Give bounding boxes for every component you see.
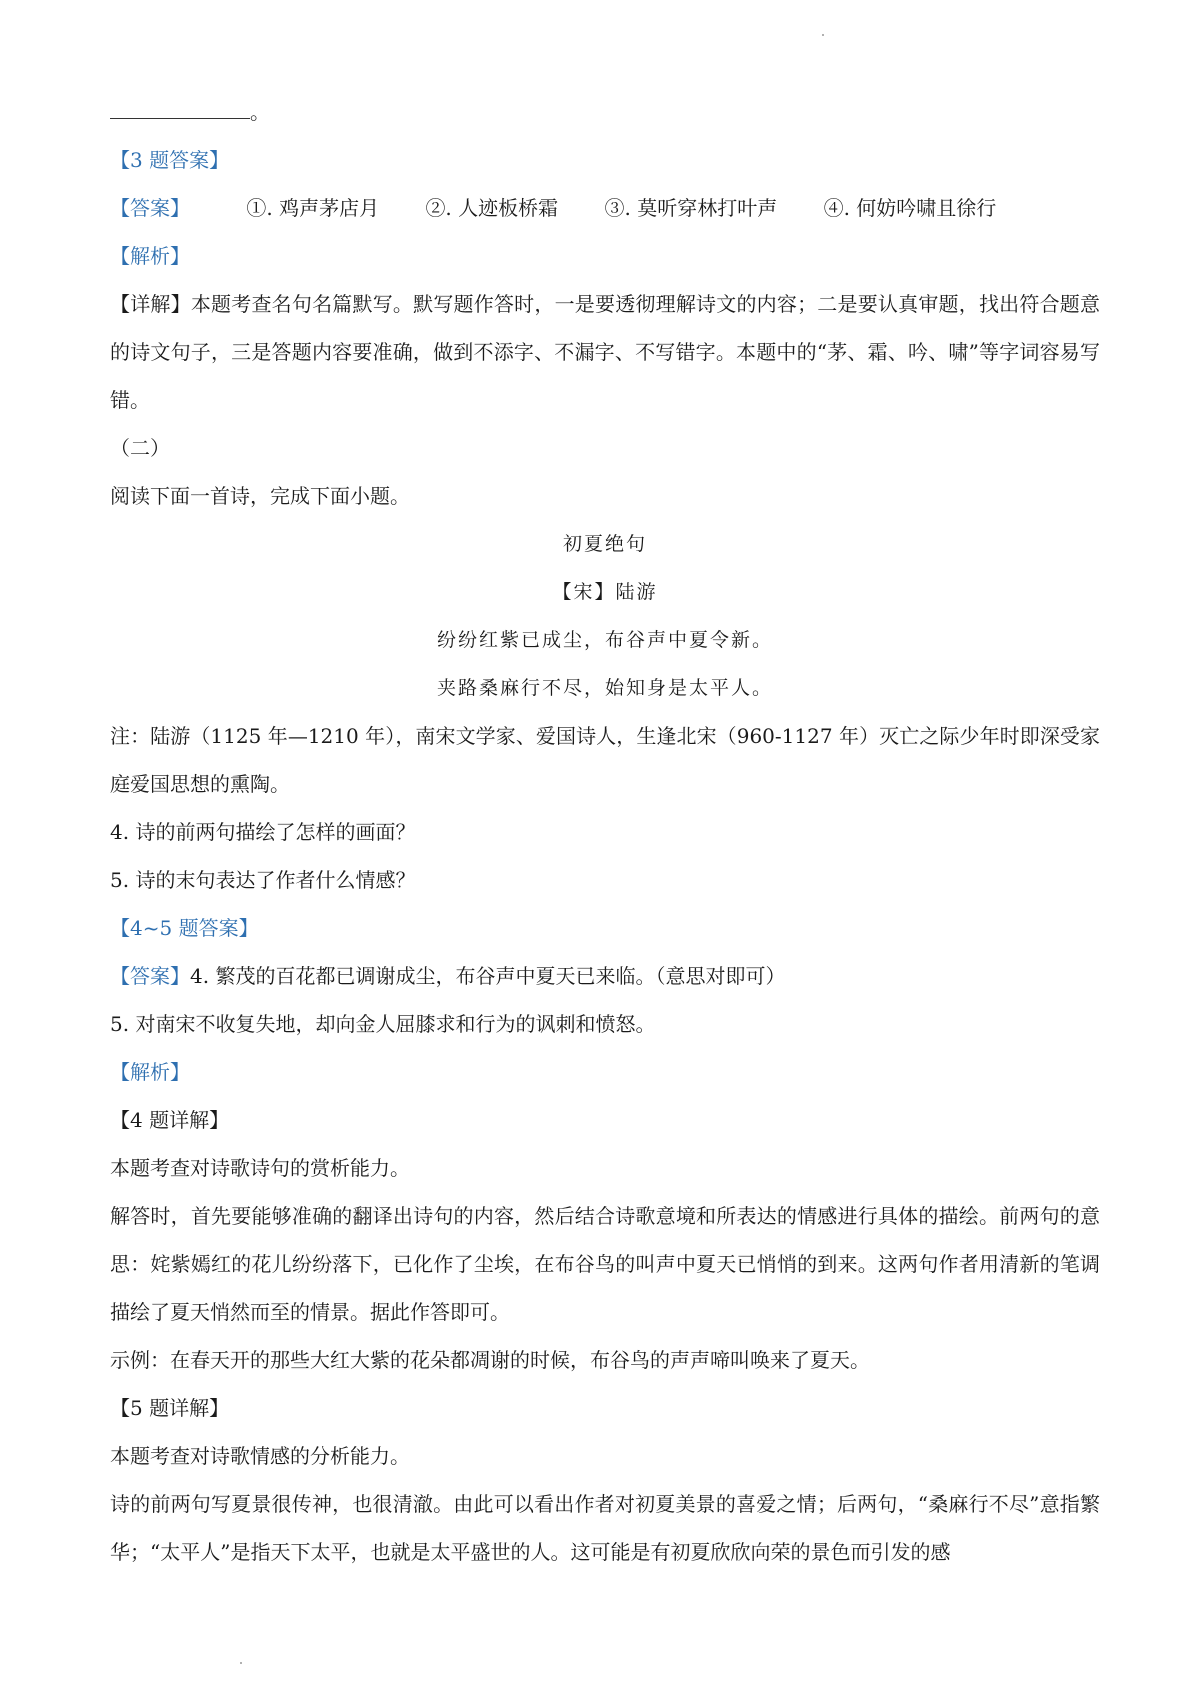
q45-analysis-label: 【解析】: [110, 1060, 190, 1084]
q5-detail-heading: 【5 题详解】: [110, 1396, 230, 1420]
q3-detail-text: 本题考查名句名篇默写。默写题作答时，一是要透彻理解诗文的内容；二是要认真审题，找出符合题意的诗文句子，三是答题内容要准确，做到不添字、不漏字、不写错字。本题中的“茅、霜、吟、啸”等字词容易写错。: [110, 292, 1101, 412]
q45-answer-5: 5. 对南宋不收复失地，却向金人屈膝求和行为的讽刺和愤怒。: [110, 1012, 656, 1036]
q3-answer-3: ③. 莫听穿林打叶声: [604, 196, 778, 220]
q3-heading: 【3 题答案】: [110, 148, 230, 172]
q3-answer-1: ①. 鸡声茅店月: [246, 196, 380, 220]
q4-detail-p1: 本题考查对诗歌诗句的赏析能力。: [110, 1156, 410, 1180]
q5-detail-p2: 诗的前两句写夏景很传神，也很清澈。由此可以看出作者对初夏美景的喜爱之情；后两句，“桑麻行不尽”意指繁华；“太平人”是指天下太平，也就是太平盛世的人。这可能是有初夏欣欣向荣的景色而引发的感: [110, 1492, 1100, 1564]
document-page: [110, 98, 1100, 1586]
q3-detail: [110, 280, 1100, 424]
q3-answer-2: ②. 人迹板桥霜: [425, 196, 559, 220]
q45-heading: 【4~5 题答案】: [110, 916, 259, 940]
q3-answer-label: 【答案】: [110, 196, 190, 220]
fill-blank: [110, 102, 250, 119]
question-4: 4. 诗的前两句描绘了怎样的画面？: [110, 820, 416, 844]
poem-line-1: 纷纷红紫已成尘，布谷声中夏令新。: [436, 629, 773, 651]
poem-line-2: 夹路桑麻行不尽，始知身是太平人。: [436, 677, 773, 699]
q5-detail-p1: 本题考查对诗歌情感的分析能力。: [110, 1444, 410, 1468]
q3-answer-4: ④. 何妨吟啸且徐行: [823, 196, 997, 220]
q3-detail-label: 【详解】: [110, 292, 191, 316]
q3-answer-row: [110, 194, 1100, 222]
q4-detail-p2: 解答时，首先要能够准确的翻译出诗句的内容，然后结合诗歌意境和所表达的情感进行具体的描绘。前两句的意思：姹紫嫣红的花儿纷纷落下，已化作了尘埃，在布谷鸟的叫声中夏天已悄悄的到来。这两句作者用清新的笔调描绘了夏天悄然而至的情景。据此作答即可。: [110, 1204, 1100, 1324]
q3-analysis-label: 【解析】: [110, 244, 190, 268]
q4-detail-p3: 示例：在春天开的那些大红大紫的花朵都凋谢的时候，布谷鸟的声声啼叫唤来了夏天。: [110, 1348, 870, 1372]
scan-speck-top: [822, 34, 824, 36]
answer-blank-line: [110, 98, 1100, 126]
question-5: 5. 诗的末句表达了作者什么情感？: [110, 868, 416, 892]
poem-note: 注：陆游（1125 年—1210 年），南宋文学家、爱国诗人，生逢北宋（960-1127 年）灭亡之际少年时即深受家庭爱国思想的熏陶。: [110, 724, 1100, 796]
q4-detail-heading: 【4 题详解】: [110, 1108, 230, 1132]
end-mark: 。: [250, 100, 270, 124]
poem-author: 【宋】陆游: [552, 581, 658, 603]
poem-title: 初夏绝句: [562, 533, 647, 555]
scan-speck-bottom: [240, 1662, 242, 1664]
instruction: 阅读下面一首诗，完成下面小题。: [110, 484, 410, 508]
q45-answer-4: 4. 繁茂的百花都已调谢成尘，布谷声中夏天已来临。（意思对即可）: [190, 964, 786, 988]
q45-answer-row: [110, 962, 1100, 990]
q45-answer-label: 【答案】: [110, 964, 190, 988]
section-two-heading: （二）: [110, 436, 170, 460]
